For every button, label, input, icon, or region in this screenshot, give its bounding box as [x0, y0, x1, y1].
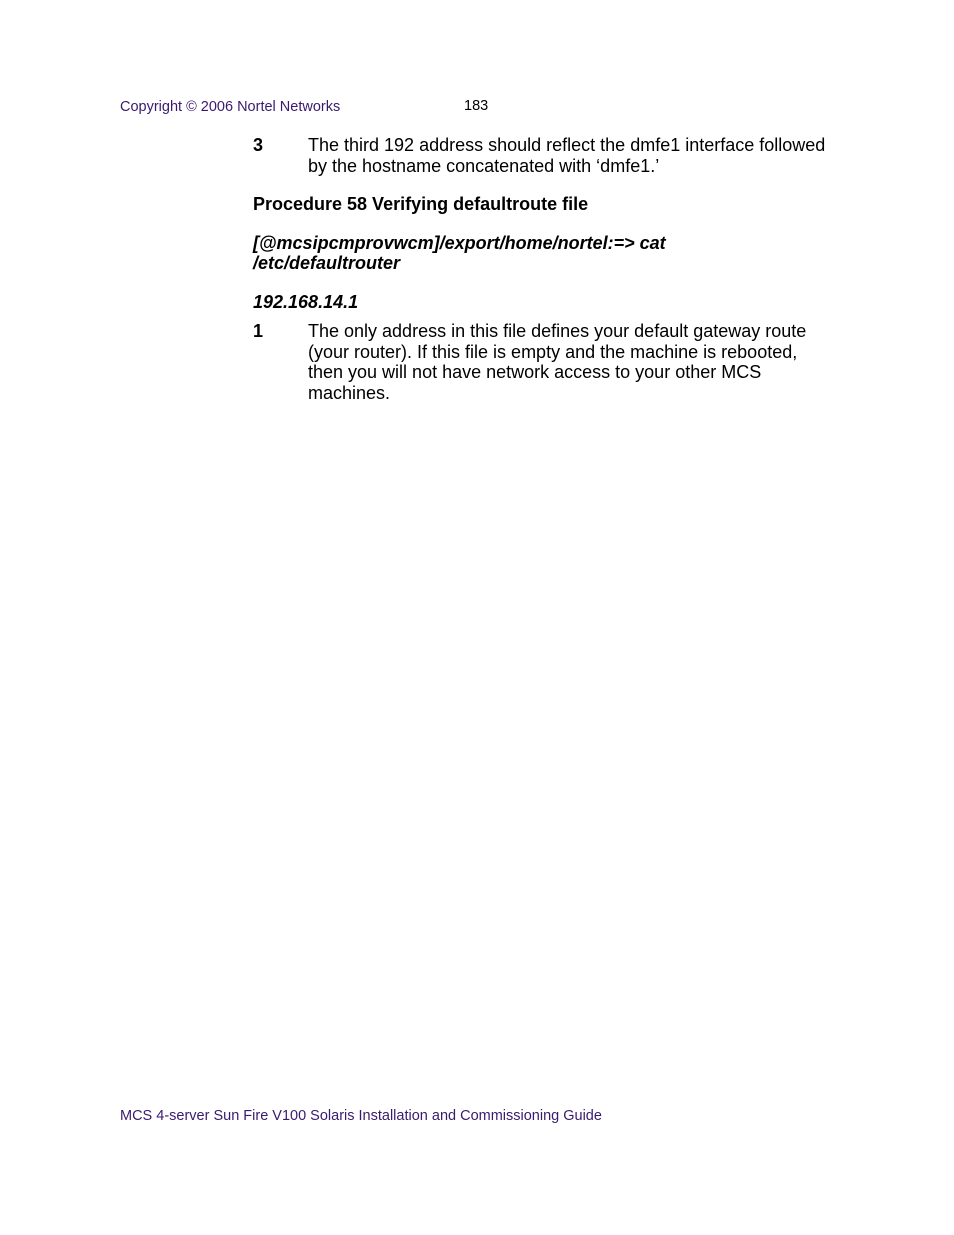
step-text-line: The third 192 address should reflect the dmfe1 interface followed [308, 135, 826, 155]
step-3 [253, 135, 843, 176]
step-text-line: The only address in this file defines your default gateway route [308, 321, 807, 341]
step-text-line: (your router). If this file is empty and the machine is rebooted, [308, 341, 798, 362]
step-text-line: by the hostname concatenated with ‘dmfe1.’ [308, 155, 660, 176]
command-output: 192.168.14.1 [253, 291, 359, 312]
step-text-line: machines. [308, 382, 391, 403]
step-1 [253, 321, 843, 403]
page-number: 183 [464, 98, 489, 114]
document-body [253, 135, 843, 403]
footer-title: MCS 4-server Sun Fire V100 Solaris Installation and Commissioning Guide [120, 1108, 602, 1124]
command-block [253, 233, 723, 274]
procedure-heading: Procedure 58 Verifying defaultroute file [253, 194, 589, 214]
command-line: /etc/defaultrouter [253, 253, 401, 273]
step-number: 1 [253, 321, 264, 341]
step-number: 3 [253, 135, 264, 155]
step-text [308, 135, 843, 176]
step-text-line: then you will not have network access to your other MCS [308, 362, 762, 382]
header-copyright: Copyright © 2006 Nortel Networks [120, 99, 341, 115]
step-text [308, 321, 843, 403]
command-line: [@mcsipcmprovwcm]/export/home/nortel:=> cat [253, 232, 666, 253]
